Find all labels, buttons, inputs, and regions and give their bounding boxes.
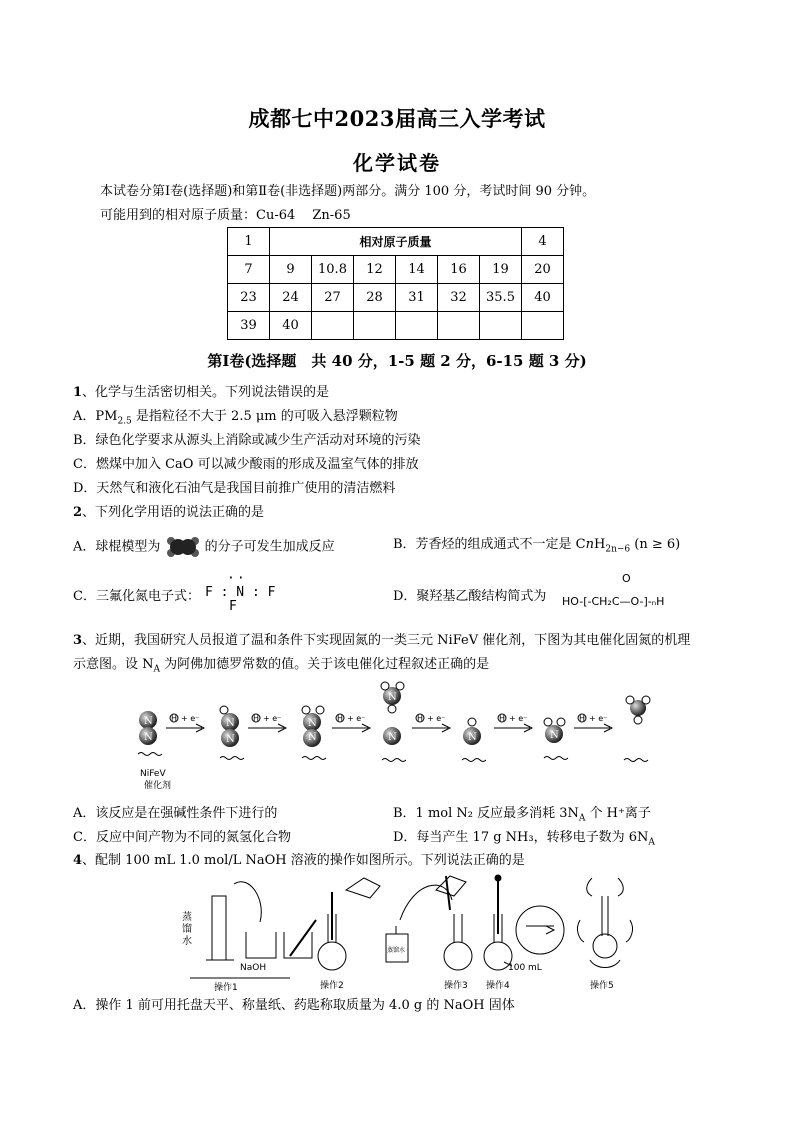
mass-cell: 27 [312,284,354,312]
question-number: 4 [73,853,83,868]
formula-text: F : N : F [205,585,276,600]
question-number: 1 [73,385,83,400]
solution-preparation-diagram [150,870,650,994]
pouring-beaker [346,878,380,898]
mass-cell: 40 [270,312,312,340]
polymer-formula [562,572,664,608]
step-label: + e⁻ [509,714,528,723]
n-label: N [226,718,235,729]
mass-cell: 23 [228,284,270,312]
naoh-label: NaOH [240,963,267,973]
question-text: 、近期，我国研究人员报道了温和条件下实现固氮的一类三元 NiFeV 催化剂，下图为其电催化固氮的机理 [82,633,691,648]
step-arrow [166,724,204,732]
question-3-stem-2 [73,656,489,679]
mass-table-heading: 相对原子质量 [270,228,522,256]
question-number: 2 [73,505,83,520]
mass-cell: 1 [228,228,270,256]
q1-option-d: D．天然气和液化石油气是我国目前推广使用的清洁燃料 [73,481,396,496]
mass-cell: 4 [522,228,564,256]
catalyst-label: NiFeV [140,769,166,779]
atomic-mass-table [227,227,564,340]
mass-cell: 12 [354,256,396,284]
mass-cell: 20 [522,256,564,284]
option-text: 个 H⁺离子 [585,806,651,821]
option-text: D．每当产生 17 g NH₃，转移电子数为 6N [393,830,649,845]
graduated-cylinder [212,896,226,960]
question-text: 、化学与生活密切相关。下列说法错误的是 [82,385,330,400]
proton-label: H [337,714,344,723]
question-1-stem [73,384,329,402]
option-text: A．球棍模型为 [73,539,161,555]
n-label: N [144,732,153,743]
question-text: 为阿佛加德罗常数的值。关于该电催化过程叙述正确的是 [160,657,490,672]
n-label: N [144,716,153,727]
proton-label: H [499,714,506,723]
question-text: 、下列化学用语的说法正确的是 [82,505,265,520]
n-label: N [388,692,397,703]
q2-option-c [73,588,200,606]
question-text: 、配制 100 mL 1.0 mol/L NaOH 溶液的操作如图所示。下列说法正确的是 [82,853,525,868]
step-label: + e⁻ [181,714,200,723]
question-number: 3 [73,633,83,648]
volumetric-flask [318,942,346,970]
atomic-masses-line: 可能用到的相对原子质量：Cu-64 Zn-65 [100,208,351,223]
n-label: N [550,730,559,741]
operation-label: 操作3 [444,981,468,991]
formula-text: F [229,599,237,614]
step-label: + e⁻ [263,714,282,723]
operation-label: 操作1 [214,983,238,993]
mass-cell [312,312,354,340]
ball-stick-model-icon [165,536,201,558]
option-text: B．1 mol N₂ 反应最多消耗 3N [393,806,579,821]
subscript: A [153,664,161,675]
q3-option-d [393,829,655,852]
electron-formula [205,572,275,614]
option-text: H [594,537,606,552]
question-2-stem [73,504,264,522]
mass-cell [396,312,438,340]
option-text: B．芳香烃的组成通式不一定是 C [393,537,586,552]
mass-cell: 32 [438,284,480,312]
step-label: + e⁻ [347,714,366,723]
q3-option-b [393,805,651,828]
q1-option-b: B．绿色化学要求从源头上消除或减少生产活动对环境的污染 [73,433,421,448]
operation-label: 操作2 [320,981,344,991]
operation-label: 操作4 [486,981,510,991]
mass-cell: 35.5 [480,284,522,312]
subscript: 2.5 [117,416,132,427]
mass-cell: 10.8 [312,256,354,284]
mass-cell: 28 [354,284,396,312]
operation-label: 操作5 [590,981,614,991]
q4-option-a: A．操作 1 前可用托盘天平、称量纸、药匙称取质量为 4.0 g 的 NaOH 固体 [73,998,515,1013]
n-label: N [226,734,235,745]
formula-text: O [622,572,631,585]
water-label-char: 蒸 [182,912,192,923]
section-heading: 第Ⅰ卷(选择题 共 40 分，1-5 题 2 分，6-15 题 3 分) [207,352,587,370]
mass-cell: 19 [480,256,522,284]
mass-cell [438,312,480,340]
water-label-char: 馏 [182,924,192,935]
option-text: C．三氟化氮电子式： [73,589,200,604]
mass-cell: 16 [438,256,480,284]
surface-mark [138,753,162,756]
q2-option-a [73,536,335,558]
q2-option-b [393,536,680,559]
mass-cell: 31 [396,284,438,312]
magnifier-circle [516,906,564,954]
q3-option-c: C．反应中间产物为不同的氮氢化合物 [73,830,291,845]
bottle-label: 蒸馏水 [387,947,406,954]
flask-shake [593,934,617,958]
q1-option-c: C．燃煤中加入 CaO 可以减少酸雨的形成及温室气体的排放 [73,457,419,472]
option-text: 的分子可发生加成反应 [204,539,335,555]
proton-label: H [253,714,260,723]
mass-cell: 39 [228,312,270,340]
catalyst-label: 催化剂 [144,781,172,791]
mass-cell: 7 [228,256,270,284]
mass-cell: 40 [522,284,564,312]
n-label: N [468,732,477,743]
dots: ·· [227,571,247,586]
n-label: N [308,718,317,729]
option-text: 是指粒径不大于 2.5 μm 的可吸入悬浮颗粒物 [131,409,398,424]
mass-cell: 9 [270,256,312,284]
step-label: + e⁻ [427,714,446,723]
variable: n [585,537,595,552]
step-label: + e⁻ [589,714,608,723]
option-text: A．PM [73,409,118,424]
n-label: N [388,732,397,743]
mass-cell [354,312,396,340]
subscript: 2n−6 [605,544,631,555]
question-3-stem [73,632,690,650]
water-label-char: 水 [182,936,192,947]
mass-cell [480,312,522,340]
q2-option-d: D．聚羟基乙酸结构简式为 [393,589,547,604]
question-4-stem [73,852,525,870]
exam-subtitle: 化学试卷 [353,151,441,175]
subscript: A [578,813,586,824]
question-text: 示意图。设 N [73,657,154,672]
mass-cell [522,312,564,340]
beaker [246,932,276,958]
formula-text: HO-[-CH₂C—O-]-ₙH [562,595,665,608]
subscript: A [648,837,655,848]
proton-label: H [579,714,586,723]
mass-cell: 14 [396,256,438,284]
proton-label: H [417,714,424,723]
volume-label: 100 mL [508,963,542,973]
exam-title: 成都七中2023届高三入学考试 [248,106,546,131]
option-text: (n ≥ 6) [630,537,681,552]
nitrogen-fixation-diagram [130,678,690,796]
proton-label: H [171,714,178,723]
exam-intro: 本试卷分第Ⅰ卷(选择题)和第Ⅱ卷(非选择题)两部分。满分 100 分，考试时间 90 分钟。 [100,184,596,199]
q1-option-a [73,408,398,431]
n-label: N [308,732,317,743]
mass-cell: 24 [270,284,312,312]
q3-option-a: A．该反应是在强碱性条件下进行的 [73,806,278,821]
